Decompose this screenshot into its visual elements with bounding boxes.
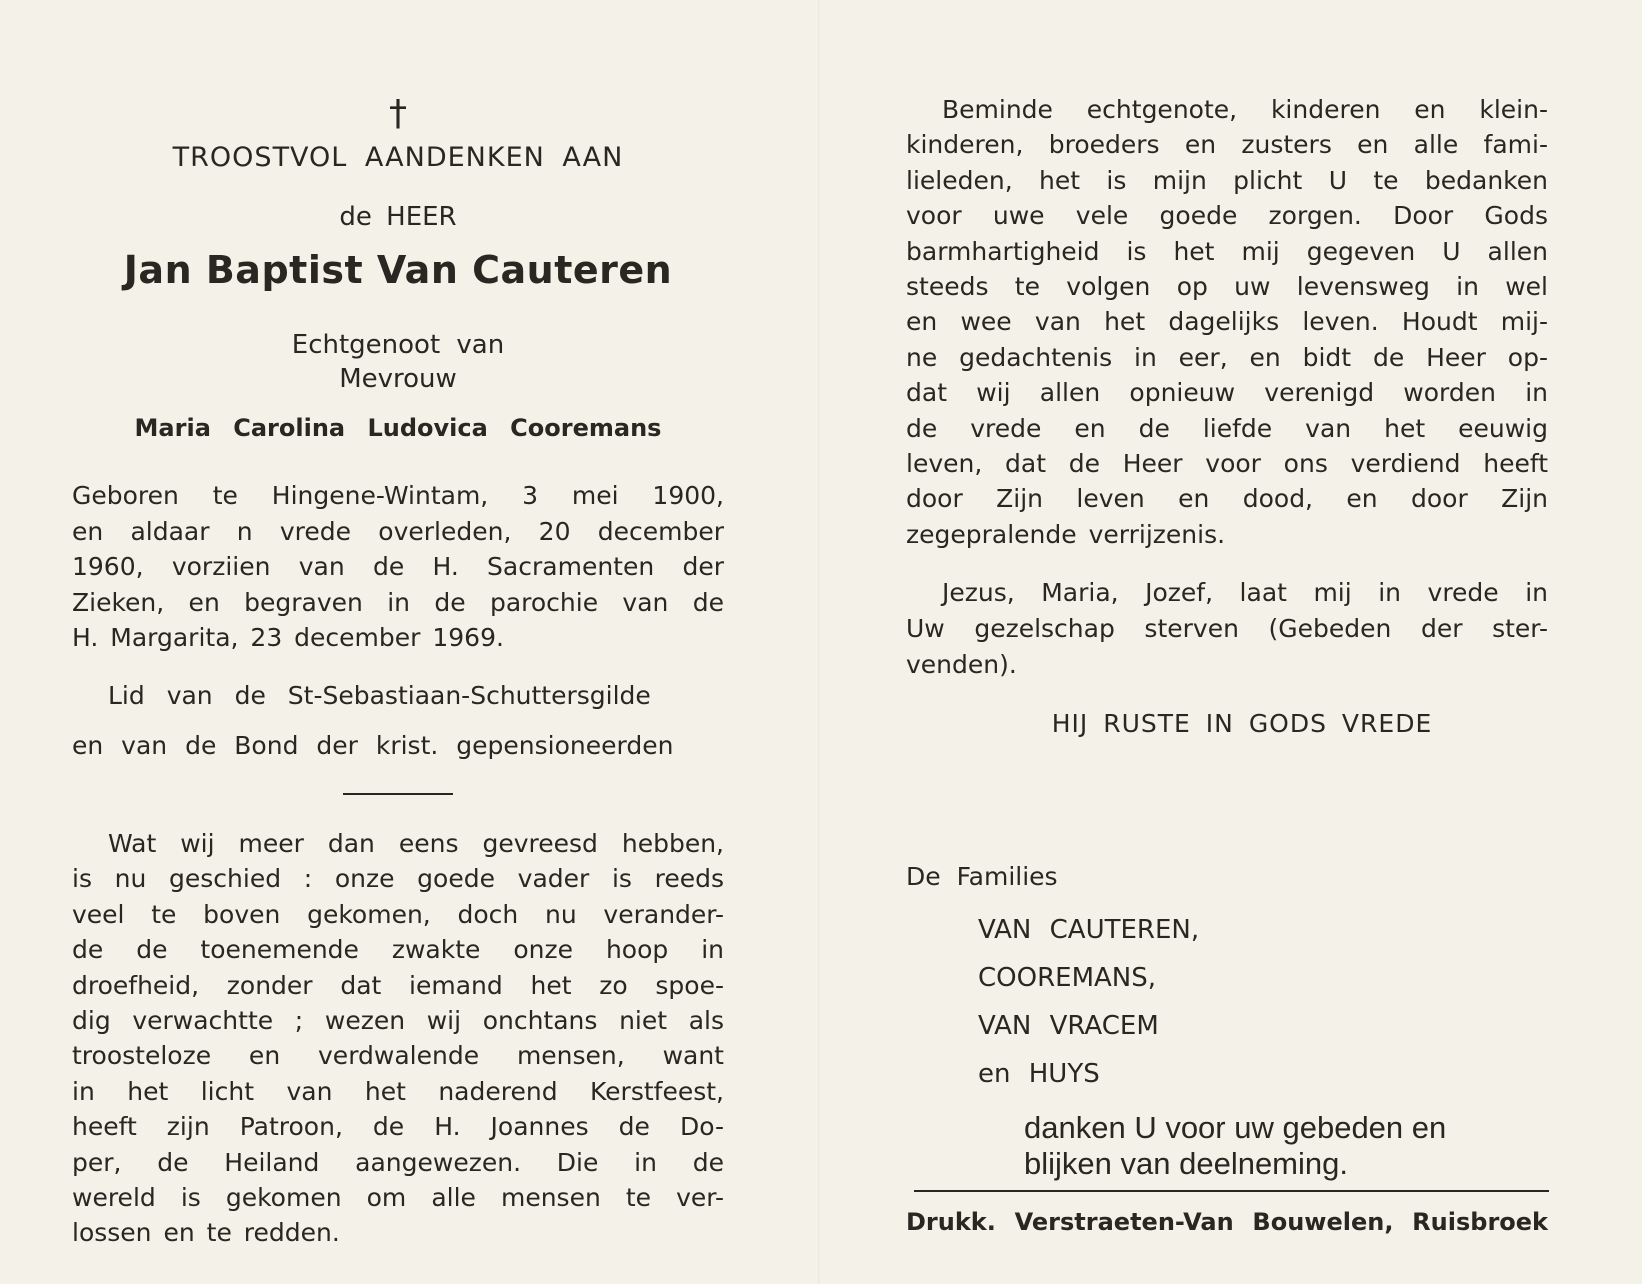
text-line: danken U voor uw gebeden en: [1024, 1110, 1447, 1145]
birth-death-paragraph: [72, 478, 724, 656]
spouse-name: Maria Carolina Ludovica Cooremans: [134, 414, 662, 442]
text-line: H. Margarita, 23 december 1969.: [72, 623, 504, 652]
text-line: dig verwachtte ; wezen wij onchtans niet als: [72, 1006, 724, 1036]
text-line: lieleden, het is mijn plicht U te bedanken: [906, 165, 1548, 195]
text-line: steeds te volgen op uw levensweg in wel: [906, 272, 1548, 302]
text-line: troosteloze en verdwalende mensen, want: [72, 1041, 724, 1071]
text-line: Beminde echtgenote, kinderen en klein-: [942, 95, 1548, 124]
membership-line-1: Lid van de St-Sebastiaan-Schuttersgilde: [108, 681, 651, 710]
cross-icon: †: [389, 93, 407, 134]
text-line: en aldaar n vrede overleden, 20 december: [72, 516, 724, 546]
family-names: [978, 906, 1199, 1098]
text-line: en wee van het dagelijks leven. Houdt mij-: [906, 307, 1548, 337]
text-line: barmhartigheid is het mij gegeven U allen: [906, 236, 1548, 266]
text-line: lossen en te redden.: [72, 1218, 340, 1248]
deceased-name: Jan Baptist Van Cauteren: [123, 248, 673, 292]
text-line: Wat wij meer dan eens gevreesd hebben,: [108, 829, 724, 858]
text-line: ne gedachtenis in eer, en bidt de Heer op-: [906, 342, 1548, 372]
divider: [343, 793, 453, 795]
text-line: de de toenemende zwakte onze hoop in: [72, 935, 724, 965]
family-name: VAN CAUTEREN,: [978, 915, 1200, 945]
printer-credit: Drukk. Verstraeten-Van Bouwelen, Ruisbroek: [906, 1208, 1548, 1236]
text-line: heeft zijn Patroon, de H. Joannes de Do-: [72, 1112, 724, 1142]
card-fold: [818, 0, 820, 1284]
spouse-label: Echtgenoot van: [291, 330, 505, 360]
text-line: wereld is gekomen om alle mensen te ver-: [72, 1183, 724, 1213]
text-line: de vrede en de liefde van het eeuwig: [906, 413, 1548, 443]
text-line: kinderen, broeders en zusters en alle fami-: [906, 130, 1548, 160]
text-line: door Zijn leven en dood, en door Zijn: [906, 484, 1548, 514]
thanks-text: [1024, 1110, 1544, 1182]
text-line: droefheid, zonder dat iemand het zo spoe-: [72, 970, 724, 1000]
text-line: Uw gezelschap sterven (Gebeden der ster-: [906, 614, 1548, 643]
family-name: en HUYS: [978, 1059, 1100, 1089]
text-line: blijken van deelneming.: [1024, 1146, 1348, 1181]
prayer-paragraph: [906, 575, 1548, 683]
text-line: Zieken, en begraven in de parochie van de: [72, 587, 724, 617]
text-line: veel te boven gekomen, doch nu verander-: [72, 899, 724, 929]
text-line: leven, dat de Heer voor ons verdiend heeft: [906, 449, 1548, 479]
text-line: in het licht van het naderend Kerstfeest,: [72, 1076, 724, 1106]
text-line: zegepralende verrijzenis.: [906, 519, 1226, 549]
text-line: 1960, vorziien van de H. Sacramenten der: [72, 552, 724, 581]
text-line: Jezus, Maria, Jozef, laat mij in vrede in: [942, 578, 1548, 607]
text-line: is nu geschied : onze goede vader is reeds: [72, 864, 724, 894]
text-line: Geboren te Hingene-Wintam, 3 mei 1900,: [72, 481, 724, 510]
text-line: venden).: [906, 650, 1017, 679]
eulogy-paragraph: [72, 826, 724, 1251]
divider: [914, 1190, 1549, 1192]
honorific: de HEER: [339, 202, 457, 232]
membership-line-2: en van de Bond der krist. gepensioneerden: [72, 731, 674, 760]
family-name: VAN VRACEM: [978, 1011, 1159, 1041]
family-name: COOREMANS,: [978, 963, 1157, 993]
text-line: dat wij allen opnieuw verenigd worden in: [906, 378, 1548, 408]
farewell-paragraph: [906, 92, 1548, 552]
memorial-title: TROOSTVOL AANDENKEN AAN: [172, 142, 624, 173]
families-label: De Families: [906, 862, 1058, 891]
rest-in-peace: HIJ RUSTE IN GODS VREDE: [1051, 709, 1433, 738]
text-line: voor uwe vele goede zorgen. Door Gods: [906, 201, 1548, 231]
text-line: per, de Heiland aangewezen. Die in de: [72, 1147, 724, 1177]
spouse-honorific: Mevrouw: [339, 364, 457, 394]
